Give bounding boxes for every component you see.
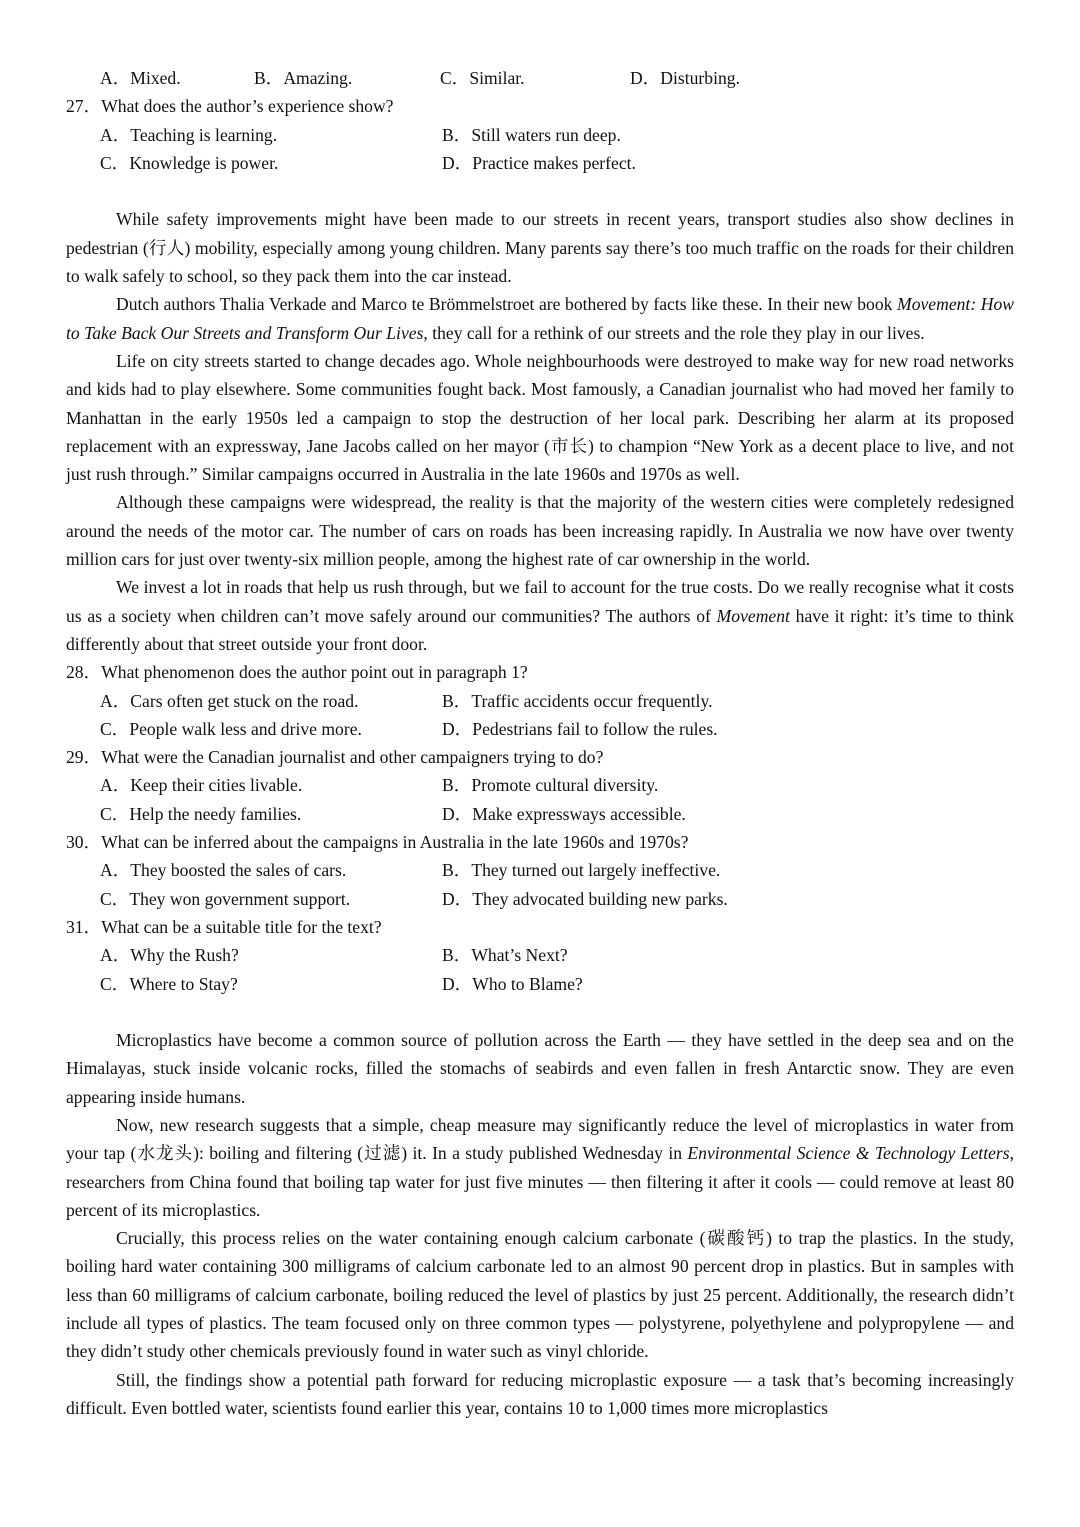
q31-question: 31．What can be a suitable title for the text? — [66, 916, 382, 937]
q31-option-a[interactable]: A．Why the Rush? — [100, 945, 239, 966]
q29-options-row2 — [66, 800, 1014, 828]
q30-option-b[interactable]: B．They turned out largely ineffective. — [442, 860, 721, 881]
q31-options-row1 — [66, 941, 1014, 969]
q27-option-c[interactable]: C．Knowledge is power. — [100, 152, 279, 173]
q30-question: 30．What can be inferred about the campaigns in Australia in the late 1960s and 1970s? — [66, 832, 689, 853]
q30-option-a[interactable]: A．They boosted the sales of cars. — [100, 860, 347, 881]
passage-d-p2-text-end: , researchers from China found that boiling tap water for just five minutes — then filtering it after it cools — could remove at least 80 percent of its microplastics. — [66, 1143, 1014, 1220]
q29-option-c[interactable]: C．Help the needy families. — [100, 803, 302, 824]
q28-option-a[interactable]: A．Cars often get stuck on the road. — [100, 690, 359, 711]
q29-option-d[interactable]: D．Make expressways accessible. — [442, 803, 686, 824]
q31-option-c[interactable]: C．Where to Stay? — [100, 973, 238, 994]
q30-option-c[interactable]: C．They won government support. — [100, 888, 351, 909]
q28-options-row1 — [66, 687, 1014, 715]
passage-d-paragraph-3: Crucially, this process relies on the water containing enough calcium carbonate (碳酸钙) to trap the plastics. In the study, boiling hard water containing 300 milligrams of calcium carbonate led to an almost 90 percent drop in plastics. But in samples with less than 60 milligrams of calcium carbonate, boiling reduced the level of plastics by just 25 percent. Additionally, the research didn’t include all types of plastics. The team focused only on three common types — polystyrene, polyethylene and polypropylene — and they didn’t study other chemicals previously found in water such as vinyl chloride. — [66, 1228, 1014, 1362]
q26-option-a[interactable]: A．Mixed. — [100, 68, 181, 88]
q27-option-b[interactable]: B．Still waters run deep. — [442, 124, 621, 145]
q29-option-b[interactable]: B．Promote cultural diversity. — [442, 775, 659, 796]
q28-option-d[interactable]: D．Pedestrians fail to follow the rules. — [442, 718, 718, 739]
q27-option-a[interactable]: A．Teaching is learning. — [100, 124, 278, 145]
q28-question: 28．What phenomenon does the author point out in paragraph 1? — [66, 662, 528, 683]
q27-option-d[interactable]: D．Practice makes perfect. — [442, 152, 636, 173]
passage-c-paragraph-4: Although these campaigns were widespread, the reality is that the majority of the western cities were completely redesigned around the needs of the motor car. The number of cars on roads has been increasing rapidly. In Australia we now have over twenty million cars for just over twenty-six million people, among the highest rate of car ownership in the world. — [66, 492, 1014, 570]
q26-options — [66, 64, 1014, 92]
q26-option-d[interactable]: D．Disturbing. — [630, 68, 740, 88]
journal-title: Environmental Science & Technology Letters — [687, 1143, 1010, 1164]
passage-d-p2-text: Now, new research suggests that a simple, cheap measure may significantly reduce the level of microplastics in water from your tap (水龙头): boiling and filtering (过滤) it. In a study published Wednesday in — [66, 1114, 1014, 1164]
q29-options-row1 — [66, 771, 1014, 799]
q30-options-row2 — [66, 885, 1014, 913]
passage-c-paragraph-3: Life on city streets started to change decades ago. Whole neighbourhoods were destroyed to make way for new road networks and kids had to play elsewhere. Some communities fought back. Most famously, a Canadian journalist who had moved her family to Manhattan in the early 1950s led a campaign to stop the destruction of her local park. Describing her alarm at its proposed replacement with an expressway, Jane Jacobs called on her mayor (市长) to champion “New York as a decent place to live, and not just rush through.” Similar campaigns occurred in Australia in the late 1960s and 1970s as well. — [66, 350, 1014, 485]
q31-option-d[interactable]: D．Who to Blame? — [442, 973, 583, 994]
section-gap — [66, 998, 1014, 1026]
book-title-short: Movement — [716, 605, 790, 626]
q28-options-row2 — [66, 715, 1014, 743]
passage-c-p5-text: We invest a lot in roads that help us rush through, but we fail to account for the true costs. Do we really recognise what it costs us as a society when children can’t move safely around our communities? The authors of — [66, 577, 1014, 626]
q31-options-row2 — [66, 970, 1014, 998]
q30-option-d[interactable]: D．They advocated building new parks. — [442, 888, 728, 909]
book-title: Movement: How to Take Back Our Streets and Transform Our Lives — [66, 294, 1015, 343]
passage-c-paragraph-1: While safety improvements might have been made to our streets in recent years, transport studies also show declines in pedestrian (行人) mobility, especially among young children. Many parents say there’s too much traffic on the roads for their children to walk safely to school, so they pack them into the car instead. — [66, 209, 1014, 287]
q31-option-b[interactable]: B．What’s Next? — [442, 945, 568, 966]
passage-c-p2-text: Dutch authors Thalia Verkade and Marco te Brömmelstroet are bothered by facts like these. In their new book — [116, 294, 898, 315]
passage-d-paragraph-2 — [66, 1111, 1014, 1224]
passage-c-p2-text-end: , they call for a rethink of our streets and the role they play in our lives. — [423, 322, 925, 343]
q29-question: 29．What were the Canadian journalist and other campaigners trying to do? — [66, 747, 604, 768]
q26-option-c[interactable]: C．Similar. — [440, 68, 525, 88]
q27-question: 27．What does the author’s experience show? — [66, 96, 394, 117]
q28-option-b[interactable]: B．Traffic accidents occur frequently. — [442, 690, 713, 711]
q28-option-c[interactable]: C．People walk less and drive more. — [100, 718, 362, 739]
q29-option-a[interactable]: A．Keep their cities livable. — [100, 775, 303, 796]
section-gap — [66, 177, 1014, 205]
q27-options-row2 — [66, 149, 1014, 177]
exam-page — [66, 64, 1014, 1422]
passage-c-paragraph-5 — [66, 573, 1014, 658]
passage-d-paragraph-4: Still, the findings show a potential path forward for reducing microplastic exposure — a task that’s becoming increasingly difficult. Even bottled water, scientists found earlier this year, contains 10 to 1,000 times more microplastics — [66, 1369, 1014, 1418]
q26-option-b[interactable]: B．Amazing. — [254, 68, 353, 88]
q27-options-row1 — [66, 121, 1014, 149]
q30-options-row1 — [66, 856, 1014, 884]
passage-d-paragraph-1: Microplastics have become a common source of pollution across the Earth — they have settled in the deep sea and on the Himalayas, stuck inside volcanic rocks, filled the stomachs of seabirds and even fallen in fresh Antarctic snow. They are even appearing inside humans. — [66, 1030, 1014, 1107]
passage-c-paragraph-2 — [66, 290, 1014, 347]
passage-c-p5-text-end: have it right: it’s time to think differently about that street outside your front door. — [66, 605, 1015, 654]
